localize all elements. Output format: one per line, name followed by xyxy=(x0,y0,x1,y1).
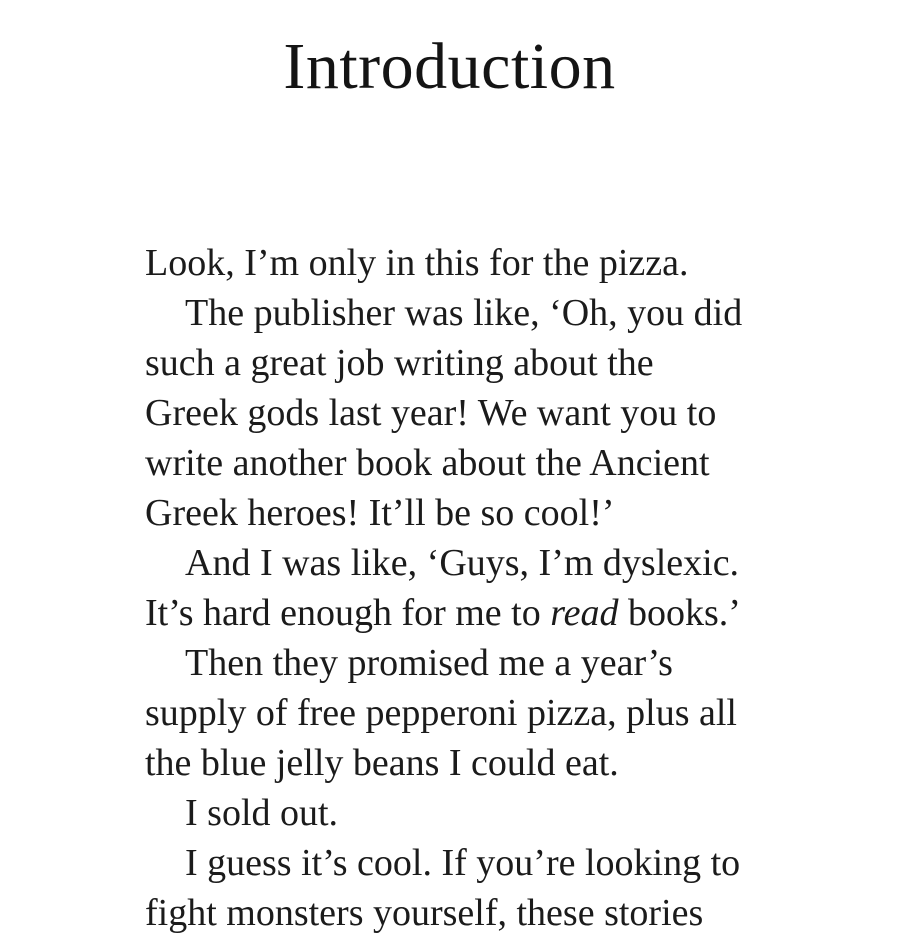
text-line xyxy=(145,838,879,888)
text-segment: such a great job writing about the xyxy=(145,342,654,384)
text-segment: Greek gods last year! We want you to xyxy=(145,392,717,434)
text-segment: supply of free pepperoni pizza, plus all xyxy=(145,692,737,734)
text-line xyxy=(145,738,879,788)
text-segment: And I was like, ‘Guys, I’m dyslexic. xyxy=(185,542,740,584)
text-line xyxy=(145,588,879,638)
text-segment: Then they promised me a year’s xyxy=(185,642,673,684)
text-line xyxy=(145,688,879,738)
text-segment: I sold out. xyxy=(185,792,339,834)
text-line xyxy=(145,538,879,588)
text-line xyxy=(145,638,879,688)
text-segment: Greek heroes! It’ll be so cool!’ xyxy=(145,492,615,534)
text-segment: I guess it’s cool. If you’re looking to xyxy=(185,842,741,884)
text-line xyxy=(145,338,879,388)
chapter-title: Introduction xyxy=(283,30,616,103)
text-segment: write another book about the Ancient xyxy=(145,442,710,484)
italic-text-segment: read xyxy=(550,592,619,634)
text-segment: It’s hard enough for me to xyxy=(145,592,551,634)
text-segment: books.’ xyxy=(618,592,741,634)
text-line xyxy=(145,488,879,538)
text-line xyxy=(145,288,879,338)
text-line xyxy=(145,438,879,488)
text-line-clipped xyxy=(145,888,879,938)
text-segment: The publisher was like, ‘Oh, you did xyxy=(185,292,743,334)
text-segment: Look, I’m only in this for the pizza. xyxy=(145,242,689,284)
text-line xyxy=(145,238,879,288)
text-segment: the blue jelly beans I could eat. xyxy=(145,742,619,784)
text-line xyxy=(145,388,879,438)
text-line xyxy=(145,788,879,838)
body-text xyxy=(0,238,899,938)
text-segment: fight monsters yourself, these stories xyxy=(145,892,704,934)
